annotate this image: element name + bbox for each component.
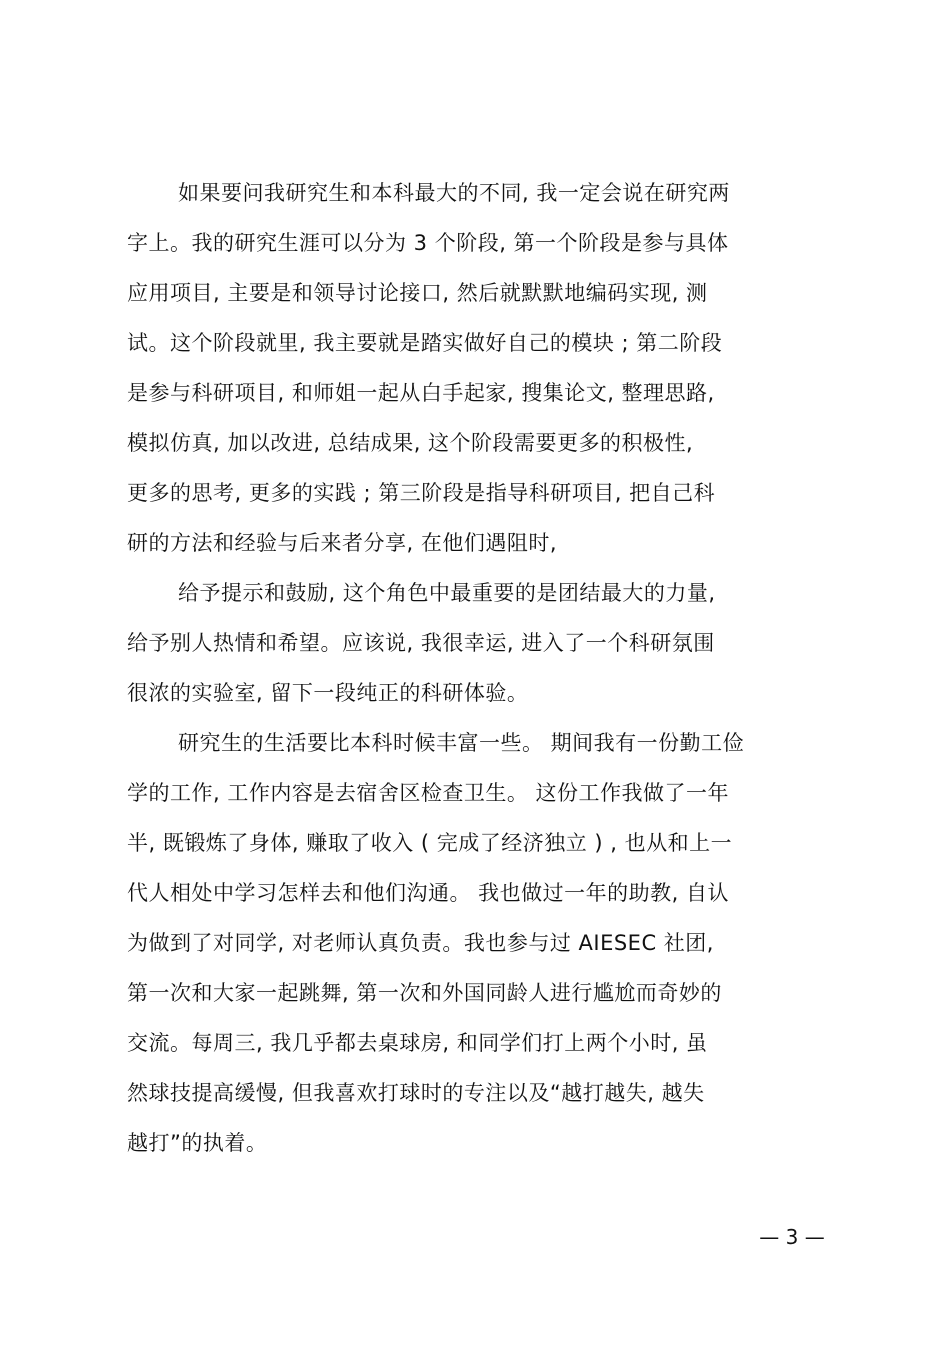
- text-line: 研究生的生活要比本科时候丰富一些。 期间我有一份勤工俭: [178, 731, 745, 755]
- text-line: 更多的思考, 更多的实践 ; 第三阶段是指导科研项目, 把自己科: [127, 481, 716, 505]
- text-line: 很浓的实验室, 留下一段纯正的科研体验。: [127, 681, 529, 705]
- text-line: 试。这个阶段就里, 我主要就是踏实做好自己的模块 ; 第二阶段: [127, 331, 723, 355]
- text-line: 模拟仿真, 加以改进, 总结成果, 这个阶段需要更多的积极性,: [127, 431, 694, 455]
- text-line: 字上。我的研究生涯可以分为 3 个阶段, 第一个阶段是参与具体: [127, 231, 729, 255]
- text-line: 给予别人热情和希望。应该说, 我很幸运, 进入了一个科研氛围: [127, 631, 715, 655]
- text-line: 代人相处中学习怎样去和他们沟通。 我也做过一年的助教, 自认: [127, 881, 730, 905]
- text-line: 学的工作, 工作内容是去宿舍区检查卫生。 这份工作我做了一年: [127, 781, 730, 805]
- text-line: 越打”的执着。: [127, 1131, 268, 1155]
- text-line: 交流。每周三, 我几乎都去桌球房, 和同学们打上两个小时, 虽: [127, 1031, 708, 1055]
- text-line: 第一次和大家一起跳舞, 第一次和外国同龄人进行尴尬而奇妙的: [127, 981, 722, 1005]
- text-line: 半, 既锻炼了身体, 赚取了收入 ( 完成了经济独立 ) , 也从和上一: [127, 831, 733, 855]
- text-line: 研的方法和经验与后来者分享, 在他们遇阻时,: [127, 531, 558, 555]
- text-line: 为做到了对同学, 对老师认真负责。我也参与过 AIESEC 社团,: [127, 931, 714, 955]
- page-number: — 3 —: [759, 1225, 825, 1249]
- text-line: 如果要问我研究生和本科最大的不同, 我一定会说在研究两: [178, 181, 730, 205]
- text-line: 是参与科研项目, 和师姐一起从白手起家, 搜集论文, 整理思路,: [127, 381, 715, 405]
- text-line: 然球技提高缓慢, 但我喜欢打球时的专注以及“越打越失, 越失: [127, 1081, 705, 1105]
- text-line: 给予提示和鼓励, 这个角色中最重要的是团结最大的力量,: [178, 581, 716, 605]
- text-line: 应用项目, 主要是和领导讨论接口, 然后就默默地编码实现, 测: [127, 281, 708, 305]
